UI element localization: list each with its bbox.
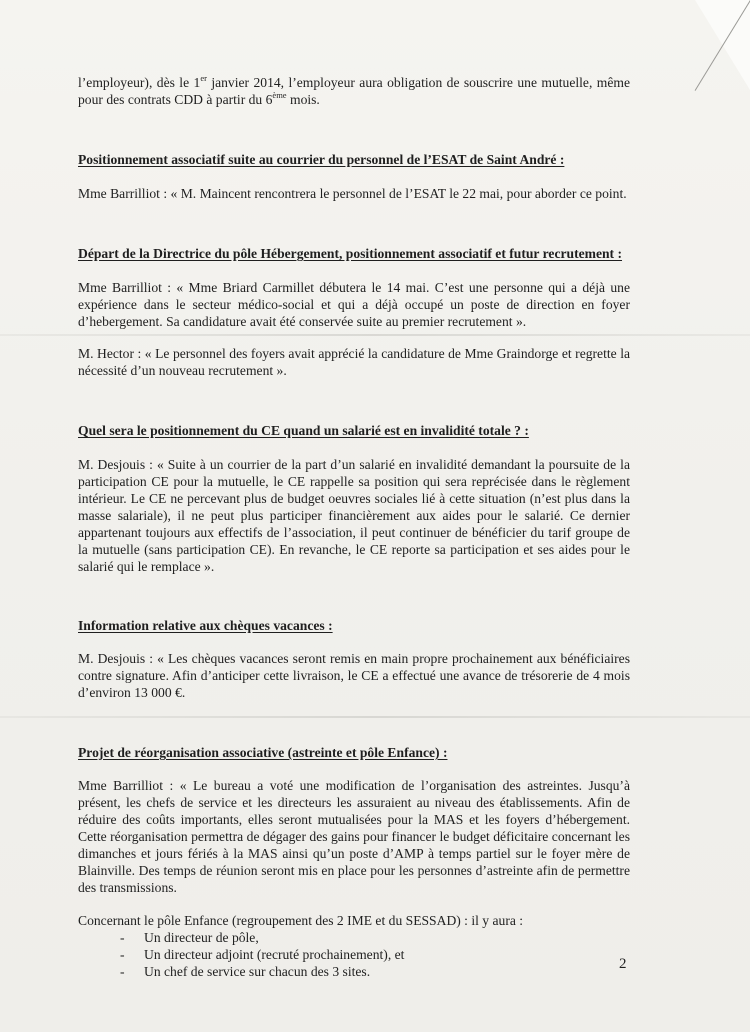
list-item: - Un directeur adjoint (recruté prochainement), et	[120, 947, 405, 962]
section-heading: Projet de réorganisation associative (astreinte et pôle Enfance) :	[78, 745, 448, 760]
section-heading: Positionnement associatif suite au courrier du personnel de l’ESAT de Saint André :	[78, 152, 565, 167]
list-bullet: -	[120, 930, 125, 945]
list-bullet: -	[120, 964, 125, 979]
page-number: 2	[619, 956, 627, 972]
section-heading: Quel sera le positionnement du CE quand un salarié est en invalidité totale ? :	[78, 423, 529, 438]
section-paragraph: M. Desjouis : « Les chèques vacances seront remis en main propre prochainement aux bénéficiaires contre signature. Afin d’anticiper cette livraison, le CE a effectué une avance de trésorerie de 4 mois d’environ 13 000 €.	[78, 651, 630, 700]
list-item: - Un chef de service sur chacun des 3 sites.	[120, 964, 371, 979]
section-paragraph: Mme Barrilliot : « M. Maincent rencontrera le personnel de l’ESAT le 22 mai, pour aborder ce point.	[78, 186, 627, 201]
intro-paragraph: l’employeur), dès le 1er janvier 2014, l’employeur aura obligation de souscrire une mutuelle, même pour des contrats CDD à partir du 6ème mois.	[78, 73, 630, 107]
section-paragraph: Mme Barrilliot : « Mme Briard Carmillet débutera le 14 mai. C’est une personne qui a déjà une expérience dans le secteur médico-social et qui a déjà occupé un poste de direction en foyer d’hebergement. Sa candidature avait été conservée suite au premier recrutement ».	[78, 280, 630, 329]
section-heading: Départ de la Directrice du pôle Hébergement, positionnement associatif et futur recrutement :	[78, 246, 623, 261]
section-paragraph: Concernant le pôle Enfance (regroupement des 2 IME et du SESSAD) : il y aura :	[78, 913, 524, 928]
section-paragraph: Mme Barrilliot : « Le bureau a voté une modification de l’organisation des astreintes. Jusqu’à présent, les chefs de service et les directeurs les assuraient au niveau des établissements. Afin de réduire des coûts importants, elles seront mutualisées pour la MAS et les foyers d’hébergement. Cette réorganisation permettra de dégager des gains pour financer le budget déficitaire concernant les dimanches et jours fériés à la MAS ainsi qu’un poste d’AMP à temps partiel sur le foyer mère de Blainville. Des temps de réunion seront mis en place pour les personnes d’astreinte afin de permettre des transmissions.	[78, 778, 630, 895]
document-body	[78, 74, 630, 980]
section-paragraph: M. Desjouis : « Suite à un courrier de la part d’un salarié en invalidité demandant la poursuite de la participation CE pour la mutuelle, le CE rappelle sa position qui sera reprécisée dans le règlement intérieur. Le CE ne percevant plus de budget oeuvres sociales lié à cette situation (n’est plus dans la masse salariale), il ne peut plus participer financièrement aux aides pour le salarié. Ce dernier appartenant toujours aux effectifs de l’association, il peut continuer de bénéficier du tarif groupe de la mutuelle (sans participation CE). En revanche, le CE reporte sa participation et ses aides pour le salarié qui le remplace ».	[78, 457, 630, 574]
list-item: - Un directeur de pôle,	[120, 930, 259, 945]
section-heading: Information relative aux chèques vacances :	[78, 618, 333, 633]
list-bullet: -	[120, 947, 125, 962]
enfance-staff-list	[78, 929, 630, 980]
section-paragraph: M. Hector : « Le personnel des foyers avait apprécié la candidature de Mme Graindorge et regrette la nécessité d’un nouveau recrutement ».	[78, 346, 630, 378]
